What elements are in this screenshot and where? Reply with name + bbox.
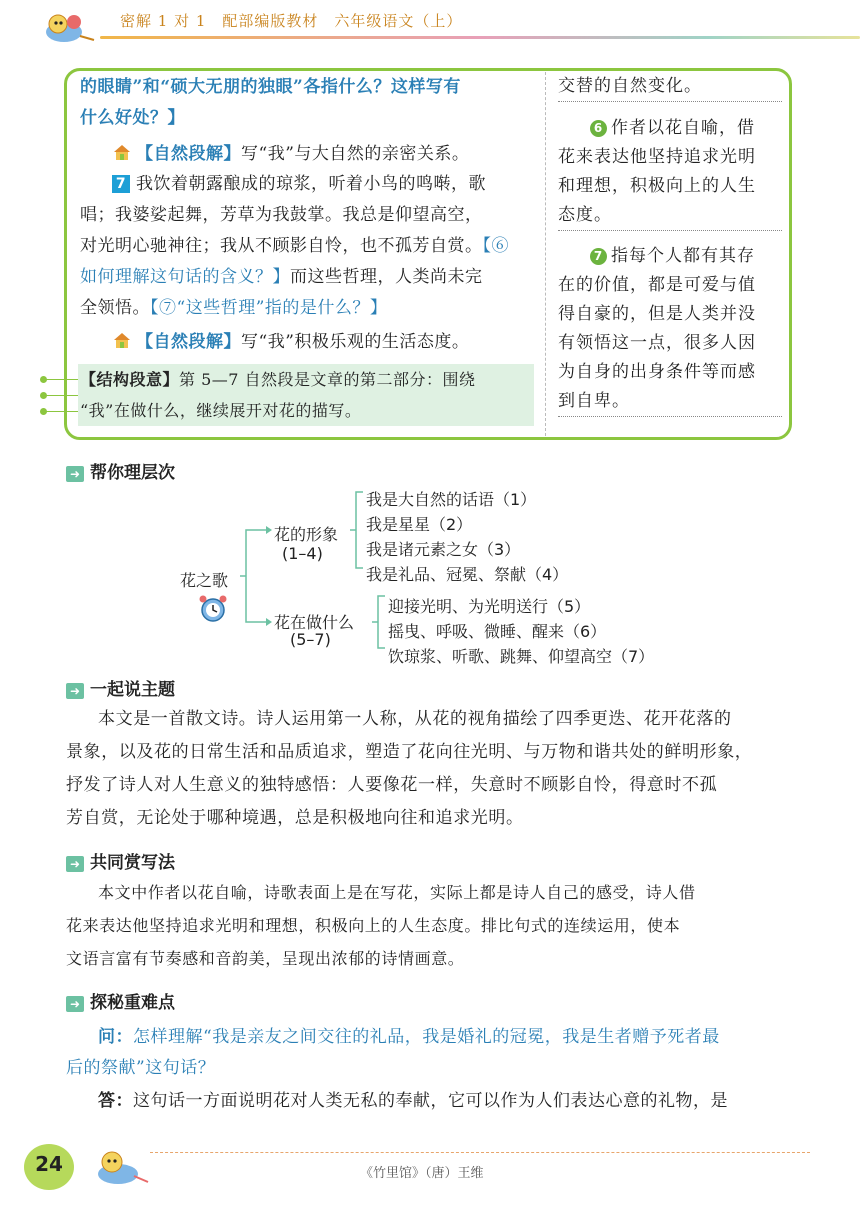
answer-7-line: 7 指每个人都有其存 xyxy=(590,242,755,271)
tree-leaf: 摇曳、呼吸、微睡、醒来（6） xyxy=(388,622,607,641)
answer-7-line: 在的价值，都是可爱与值 xyxy=(558,275,756,295)
section-heading-difficult: ➜ 探秘重难点 xyxy=(66,988,175,1013)
section-heading-theme: ➜ 一起说主题 xyxy=(66,675,175,700)
tree-leaf: 我是礼品、冠冕、祭献（4） xyxy=(366,565,569,584)
connector-line xyxy=(44,395,78,396)
box-divider xyxy=(545,72,546,436)
section-heading-writing: ➜ 共同赏写法 xyxy=(66,848,175,873)
connector-line xyxy=(44,411,78,412)
answer-6-line: 态度。 xyxy=(558,201,782,231)
paragraph-7-line: 7 我饮着朝露酿成的琼浆，听着小鸟的鸣啭，歌 xyxy=(112,169,486,200)
arrow-icon: ➜ xyxy=(66,683,84,699)
theme-line: 芳自赏，无论处于哪种境遇，总是积极地向往和追求光明。 xyxy=(66,808,524,828)
writing-line: 本文中作者以花自喻，诗歌表面上是在写花，实际上都是诗人自己的感受，诗人借 xyxy=(98,883,696,902)
question-text: 问：怎样理解“我是亲友之间交往的礼品，我是婚礼的冠冕，我是生者赠予死者最 xyxy=(98,1027,720,1047)
para-summary-2: 【自然段解】写“我”积极乐观的生活态度。 xyxy=(112,327,469,358)
house-icon xyxy=(112,144,132,160)
paragraph-7-line: 全领悟。【⑦“这些哲理”指的是什么？】 xyxy=(80,298,388,318)
question-text: 后的祭献”这句话？ xyxy=(66,1058,216,1078)
structure-summary: 【结构段意】第 5—7 自然段是文章的第二部分：围绕 xyxy=(80,370,476,389)
section-heading-layers: ➜ 帮你理层次 xyxy=(66,458,175,483)
para-summary-1: 【自然段解】写“我”与大自然的亲密关系。 xyxy=(112,139,469,170)
answer-number-badge: 7 xyxy=(590,248,607,265)
answer-6-line: 6 作者以花自喻，借 xyxy=(590,114,755,143)
theme-line: 景象，以及花的日常生活和品质追求，塑造了花向往光明、与万物和谐共处的鲜明形象， xyxy=(66,742,753,762)
header-title: 密解 1 对 1 配部编版教材 六年级语文（上） xyxy=(120,12,463,30)
question-line: 什么好处？】 xyxy=(80,108,185,128)
house-icon xyxy=(112,332,132,348)
connector-line xyxy=(44,379,78,380)
writing-line: 花来表达他坚持追求光明和理想，积极向上的人生态度。排比句式的连续运用，使本 xyxy=(66,916,681,935)
structure-summary: “我”在做什么，继续展开对花的描写。 xyxy=(80,401,362,420)
paragraph-7-line: 唱；我婆娑起舞，芳草为我鼓掌。我总是仰望高空， xyxy=(80,205,483,225)
answer-number-badge: 6 xyxy=(590,120,607,137)
footer-text: 《竹里馆》（唐）王维 xyxy=(360,1166,484,1181)
tree-branch-2-range: (5–7) xyxy=(290,630,331,649)
paragraph-number-badge: 7 xyxy=(112,175,130,193)
page-number: 24 xyxy=(35,1152,63,1176)
answer-7-line: 有领悟这一点，很多人因 xyxy=(558,333,756,353)
theme-line: 本文是一首散文诗。诗人运用第一人称，从花的视角描绘了四季更迭、花开花落的 xyxy=(98,709,732,729)
arrow-icon: ➜ xyxy=(66,856,84,872)
arrow-icon: ➜ xyxy=(66,466,84,482)
tree-root: 花之歌 xyxy=(180,571,229,590)
answer-line: 交替的自然变化。 xyxy=(558,72,782,102)
answer-6-line: 花来表达他坚持追求光明 xyxy=(558,147,756,167)
answer-7-line: 到自卑。 xyxy=(558,387,782,417)
tree-leaf: 迎接光明、为光明送行（5） xyxy=(388,597,591,616)
tree-branch-1-range: (1–4) xyxy=(282,544,323,563)
paragraph-7-line: 对光明心驰神往；我从不顾影自怜，也不孤芳自赏。【⑥ xyxy=(80,236,509,256)
mascot-footer-icon xyxy=(90,1140,150,1190)
tree-leaf: 我是星星（2） xyxy=(366,515,473,534)
answer-text: 答：这句话一方面说明花对人类无私的奉献，它可以作为人们表达心意的礼物，是 xyxy=(98,1091,728,1111)
header-divider xyxy=(100,36,860,39)
tree-leaf: 我是大自然的话语（1） xyxy=(366,490,537,509)
tree-leaf: 我是诸元素之女（3） xyxy=(366,540,521,559)
answer-7-line: 为自身的出身条件等而感 xyxy=(558,362,756,382)
tree-branch-2: 花在做什么 xyxy=(274,613,355,632)
writing-line: 文语言富有节奏感和音韵美，呈现出浓郁的诗情画意。 xyxy=(66,949,465,968)
tree-branch-1: 花的形象 xyxy=(274,525,339,544)
question-line: 的眼睛”和“硕大无朋的独眼”各指什么？这样写有 xyxy=(80,77,461,97)
arrow-icon: ➜ xyxy=(66,996,84,1012)
answer-6-line: 和理想，积极向上的人生 xyxy=(558,176,756,196)
theme-line: 抒发了诗人对人生意义的独特感悟：人要像花一样，失意时不顾影自怜，得意时不孤 xyxy=(66,775,718,795)
footer-divider xyxy=(150,1152,810,1153)
paragraph-7-line: 如何理解这句话的含义？】而这些哲理，人类尚未完 xyxy=(80,267,483,287)
alarm-clock-icon xyxy=(196,594,230,624)
mascot-logo-icon xyxy=(40,6,96,46)
tree-leaf: 饮琼浆、听歌、跳舞、仰望高空（7） xyxy=(388,647,655,666)
answer-7-line: 得自豪的，但是人类并没 xyxy=(558,304,756,324)
